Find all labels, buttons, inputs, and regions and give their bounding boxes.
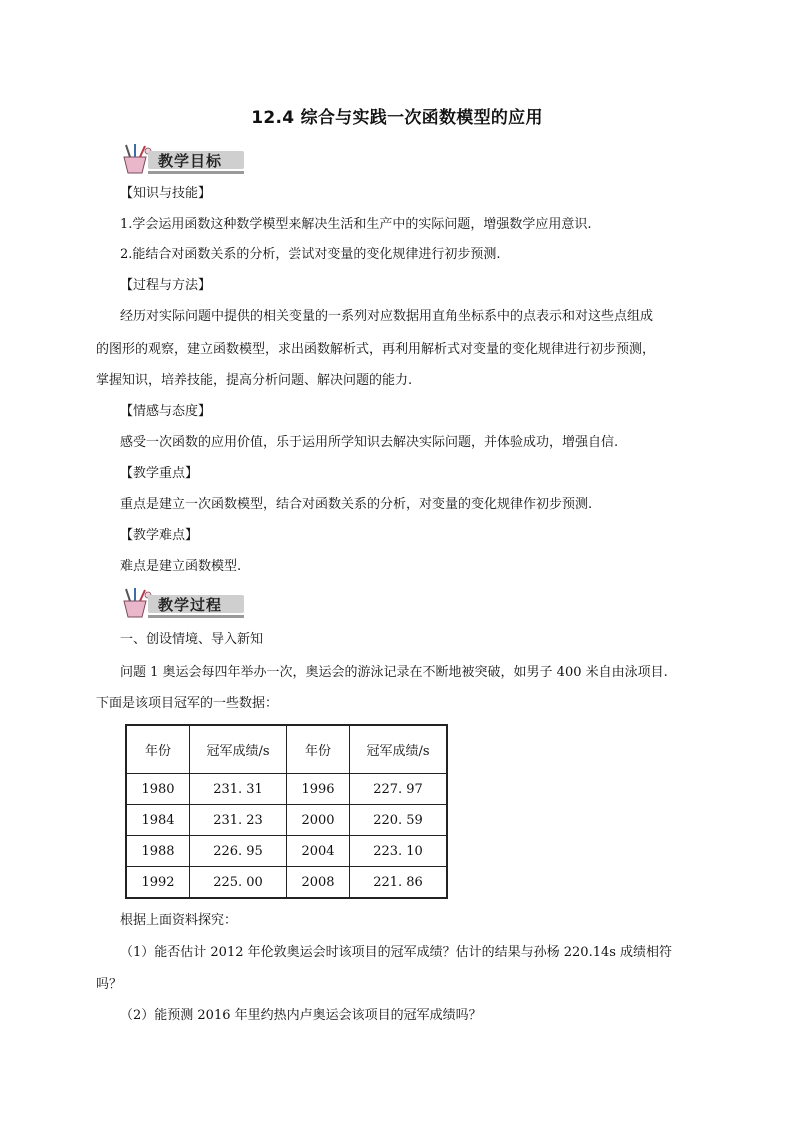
- section-1-heading: 一、创设情境、导入新知: [120, 632, 264, 647]
- heading-difficult-point: 【教学难点】: [120, 528, 199, 543]
- question-part-1-line-2: 吗？: [96, 977, 123, 992]
- table-cell: 225. 00: [190, 867, 287, 899]
- table-cell: 231. 23: [190, 805, 287, 836]
- champion-results-table: [125, 724, 448, 899]
- table-cell: 226. 95: [190, 836, 287, 867]
- heading-knowledge: 【知识与技能】: [120, 186, 212, 201]
- table-header-cell: 冠军成绩/s: [190, 725, 287, 774]
- knowledge-item-1: 1.学会运用函数这种数学模型来解决生活和生产中的实际问题，增强数学应用意识.: [120, 217, 592, 232]
- question-1-line-2: 下面是该项目冠军的一些数据：: [96, 696, 279, 711]
- heading-key-point: 【教学重点】: [120, 466, 199, 481]
- banner-process-text: 教学过程: [158, 596, 223, 614]
- knowledge-item-2: 2.能结合对函数关系的分析，尝试对变量的变化规律进行初步预测.: [120, 247, 501, 262]
- banner-goals-text: 教学目标: [158, 152, 223, 170]
- emotion-text: 感受一次函数的应用价值，乐于运用所学知识去解决实际问题，并体验成功，增强自信.: [120, 435, 619, 450]
- table-cell: 1992: [126, 867, 190, 899]
- table-cell: 223. 10: [350, 836, 448, 867]
- table-header-cell: 年份: [287, 725, 350, 774]
- section-banner-process: [118, 587, 246, 619]
- question-part-1-line-1: （1）能否估计 2012 年伦敦奥运会时该项目的冠军成绩？估计的结果与孙杨 220.14s 成绩相符: [120, 945, 673, 960]
- table-cell: 227. 97: [350, 774, 448, 805]
- page-title: 12.4 综合与实践一次函数模型的应用: [251, 108, 543, 128]
- question-part-2: （2）能预测 2016 年里约热内卢奥运会该项目的冠军成绩吗？: [120, 1008, 482, 1023]
- explore-heading: 根据上面资料探究：: [120, 913, 238, 928]
- table-row: [126, 774, 447, 805]
- table-header-row: [126, 725, 447, 774]
- table-cell: 220. 59: [350, 805, 448, 836]
- table-cell: 221. 86: [350, 867, 448, 899]
- table-cell: 1980: [126, 774, 190, 805]
- table-cell: 231. 31: [190, 774, 287, 805]
- method-line-2: 的图形的观察，建立函数模型，求出函数解析式，再利用解析式对变量的变化规律进行初步预测，: [96, 342, 656, 357]
- table-cell: 2000: [287, 805, 350, 836]
- section-banner-goals: [118, 143, 246, 175]
- table-cell: 1984: [126, 805, 190, 836]
- table-cell: 2008: [287, 867, 350, 899]
- method-line-3: 掌握知识，培养技能，提高分析问题、解决问题的能力.: [96, 373, 413, 388]
- key-point-text: 重点是建立一次函数模型，结合对函数关系的分析，对变量的变化规律作初步预测.: [120, 497, 593, 512]
- table-cell: 1996: [287, 774, 350, 805]
- heading-emotion: 【情感与态度】: [120, 404, 212, 419]
- table-cell: 1988: [126, 836, 190, 867]
- table-row: [126, 836, 447, 867]
- table-row: [126, 867, 447, 899]
- table-cell: 2004: [287, 836, 350, 867]
- table-header-cell: 年份: [126, 725, 190, 774]
- question-1-line-1: 问题 1 奥运会每四年举办一次，奥运会的游泳记录在不断地被突破，如男子 400 米自由泳项目.: [120, 665, 668, 680]
- heading-method: 【过程与方法】: [120, 278, 212, 293]
- table-header-cell: 冠军成绩/s: [350, 725, 448, 774]
- table-row: [126, 805, 447, 836]
- difficult-point-text: 难点是建立函数模型.: [120, 559, 242, 574]
- method-line-1: 经历对实际问题中提供的相关变量的一系列对应数据用直角坐标系中的点表示和对这些点组成: [120, 309, 654, 324]
